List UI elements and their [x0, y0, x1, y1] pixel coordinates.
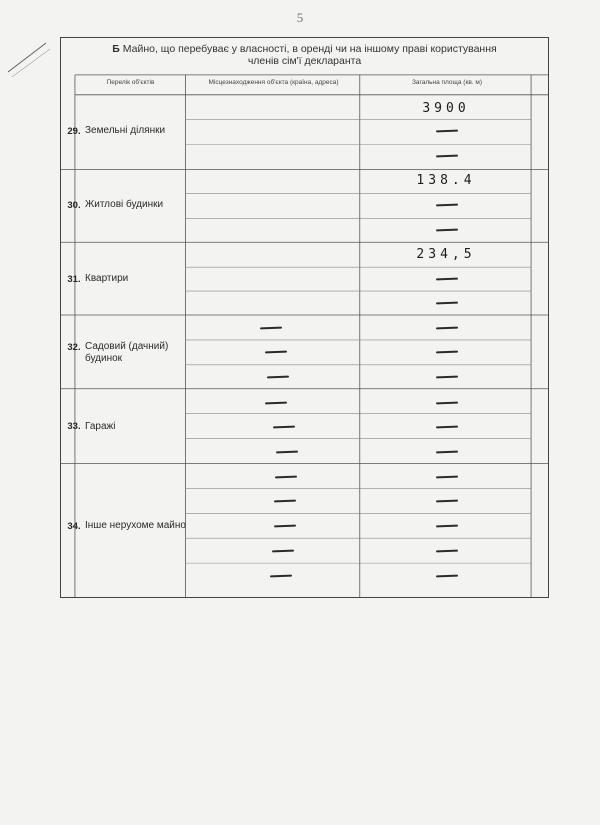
area-dash: [361, 121, 533, 143]
area-dash: [361, 467, 533, 489]
row-number: 32.: [67, 342, 81, 353]
row-number: 33.: [67, 421, 81, 432]
area-dash: [361, 442, 533, 464]
property-table: [60, 37, 549, 598]
location-dash: [246, 342, 306, 364]
row-label-other-property: Інше нерухоме майно: [85, 520, 186, 531]
area-dash: [361, 293, 533, 315]
area-dash: [361, 195, 533, 217]
area-dash: [361, 566, 533, 588]
location-dash: [248, 367, 308, 389]
area-dash: [361, 269, 533, 291]
area-dash: [361, 220, 533, 242]
row-label-land: Земельні ділянки: [85, 125, 166, 136]
area-dash: [361, 393, 533, 415]
row-number: 34.: [67, 521, 81, 532]
row-label-summer-house: Садовий (дачний) будинок: [85, 341, 169, 364]
column-header-area: Загальна площа (кв. м): [411, 79, 483, 86]
apartment-area-value: 234,5: [416, 247, 476, 262]
page-number: 5: [296, 10, 304, 25]
area-dash: [361, 367, 533, 389]
row-label-houses: Житлові будинки: [85, 199, 164, 210]
area-dash: [361, 342, 533, 364]
row-number: 30.: [67, 200, 81, 211]
area-dash: [361, 146, 533, 168]
land-area-value: 3900: [422, 101, 470, 116]
location-dash: [251, 566, 311, 588]
area-dash: [361, 417, 533, 439]
row-label-apartments: Квартири: [85, 273, 129, 284]
area-dash: [361, 491, 533, 513]
location-dash: [256, 467, 316, 489]
location-dash: [255, 491, 315, 513]
corner-stamp-mark: [6, 37, 51, 82]
location-dash: [253, 541, 313, 563]
row-number: 31.: [67, 274, 81, 285]
section-title-line1: Майно, що перебуває у власності, в оренді чи на іншому праві користування: [122, 43, 497, 55]
section-letter: Б: [112, 43, 120, 55]
row-label-garages: Гаражі: [85, 421, 116, 432]
location-dash: [255, 516, 315, 538]
column-header-location: Місцезнаходження об'єкта (країна, адреса): [208, 79, 339, 86]
house-area-value: 138.4: [416, 173, 476, 188]
area-dash: [361, 516, 533, 538]
area-dash: [361, 541, 533, 563]
column-header-object: Перелік об'єктів: [106, 79, 155, 86]
location-dash: [257, 442, 317, 464]
section-title-line2: членів сім'ї декларанта: [247, 55, 362, 67]
location-dash: [246, 393, 306, 415]
location-dash: [241, 318, 301, 340]
location-dash: [254, 417, 314, 439]
row-number: 29.: [67, 126, 81, 137]
area-dash: [361, 318, 533, 340]
